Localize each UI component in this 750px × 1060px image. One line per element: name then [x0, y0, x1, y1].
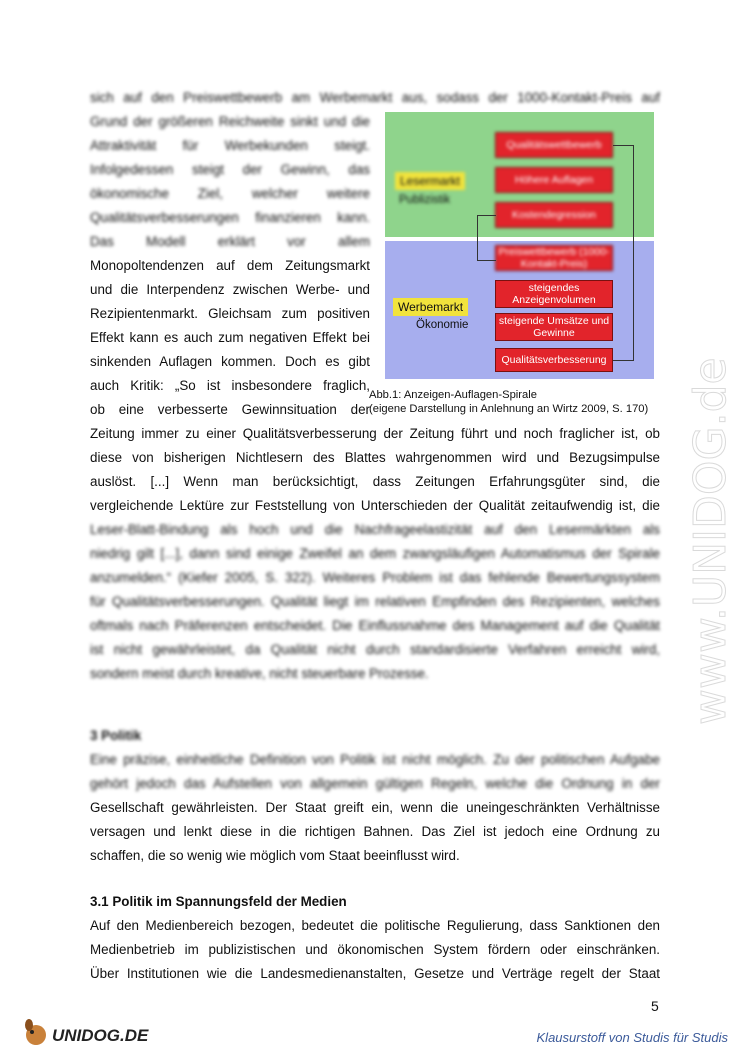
- text-line: Eine präzise, einheitliche Definition von Politik ist nicht möglich. Zu der politischen Aufgabe: [90, 752, 660, 767]
- text-line: gehört jedoch das Aufstellen von allgemein gültigen Regeln, welche die Ordnung in der: [90, 776, 660, 791]
- text-line: auslöst. [...] Wenn man berücksichtigt, dass Zeitungen Erfahrungsgüter sind, die: [90, 474, 660, 489]
- figure-anzeigen-auflagen-spirale: [385, 112, 654, 379]
- text-line: und die Interpendenz zwischen Werbe- und: [90, 282, 370, 297]
- text-line: Monopoltendenzen auf dem Zeitungsmarkt: [90, 258, 370, 273]
- text-line: Gesellschaft gewährleisten. Der Staat greift ein, wenn die uneingeschränkten Verhältnisse: [90, 800, 660, 815]
- text-line: für Qualitätsverbesserungen. Qualität liegt im relativen Empfinden des Rezipienten, welches: [90, 594, 660, 609]
- text-line: anzumelden.“ (Kiefer 2005, S. 322). Weiteres Problem ist das fehlende Bewertungssystem: [90, 570, 660, 585]
- box-umsaetze-gewinne: steigende Umsätze und Gewinne: [495, 313, 613, 341]
- box-preiswettbewerb: Preiswettbewerb (1000-Kontakt-Preis): [495, 245, 613, 271]
- watermark: [680, 280, 740, 730]
- werbemarkt-label: Werbemarkt: [393, 298, 468, 316]
- watermark-text: www.UNIDOG.de: [685, 357, 736, 725]
- text-line: niedrig gilt [...], dann sind einige Zweifel an dem zwangsläufigen Automatismus der Spirale: [90, 546, 660, 561]
- text-line: Rezipientenmarkt. Gleichsam zum positiven: [90, 306, 370, 321]
- text-line: sinkenden Auflagen kommen. Doch es gibt: [90, 354, 370, 369]
- text-line: ob eine verbesserte Gewinnsituation der: [90, 402, 370, 417]
- unidog-logo: [22, 1015, 152, 1050]
- feedback-arrow: [613, 145, 634, 361]
- box-kostendegression: Kostendegression: [495, 202, 613, 228]
- text-line: Leser-Blatt-Bindung als hoch und die Nachfrageelastizität auf den Lesermärkten als: [90, 522, 660, 537]
- box-qualitaetsverbesserung: Qualitätsverbesserung: [495, 348, 613, 372]
- page-number: 5: [651, 998, 659, 1014]
- box-hoehere-auflagen: Höhere Auflagen: [495, 167, 613, 193]
- publizistik-label: Publizistik: [399, 194, 451, 206]
- footer-slogan: Klausurstoff von Studis für Studis: [536, 1030, 728, 1045]
- text-line: Infolgedessen steigt der Gewinn, das: [90, 162, 370, 177]
- text-line: Medienbetrieb im publizistischen und ökonomischen System fördern oder einschränken.: [90, 942, 660, 957]
- text-line: Über Institutionen wie die Landesmedienanstalten, Gesetze und Verträge regelt der Staat: [90, 966, 660, 981]
- text-line: sondern meist durch kreative, nicht steuerbare Prozesse.: [90, 666, 429, 681]
- section-heading-3: 3 Politik: [90, 728, 142, 743]
- text-line: Attraktivität für Werbekunden steigt.: [90, 138, 370, 153]
- oekonomie-label: Ökonomie: [416, 319, 469, 331]
- lesermarkt-label: Lesermarkt: [395, 172, 465, 190]
- text-line: Das Modell erklärt vor allem: [90, 234, 370, 249]
- text-line: schaffen, die so wenig wie möglich vom Staat beeinflusst wird.: [90, 848, 460, 863]
- text-line: ökonomische Ziel, welcher weitere: [90, 186, 370, 201]
- text-line: Effekt kann es auch zum negativen Effekt bei: [90, 330, 370, 345]
- box-qualitaetswettbewerb: Qualitätswettbewerb: [495, 132, 613, 158]
- section-heading-3-1: 3.1 Politik im Spannungsfeld der Medien: [90, 894, 347, 909]
- text-line: Auf den Medienbereich bezogen, bedeutet die politische Regulierung, dass Sanktionen den: [90, 918, 660, 933]
- caption-line-2: (eigene Darstellung in Anlehnung an Wirtz 2009, S. 170): [369, 403, 649, 415]
- text-line: Grund der größeren Reichweite sinkt und die: [90, 114, 370, 129]
- connector-arrow: [477, 215, 496, 261]
- logo-text: UNIDOG.DE: [52, 1026, 149, 1045]
- text-line: auch Kritik: „So ist insbesondere fraglich,: [90, 378, 370, 393]
- text-line: vergleichende Lektüre zur Feststellung von Unterschieden der Qualität zeitaufwendig ist, die: [90, 498, 660, 513]
- text-line: Qualitätsverbesserungen finanzieren kann.: [90, 210, 370, 225]
- text-line: ist nicht gewährleistet, da Qualität nicht durch standardisierte Verfahren erreicht wird,: [90, 642, 660, 657]
- text-line: Zeitung immer zu einer Qualitätsverbesserung der Zeitung führt und noch fraglicher ist, ob: [90, 426, 660, 441]
- figure-caption: [369, 388, 648, 416]
- text-line: sich auf den Preiswettbewerb am Werbemarkt aus, sodass der 1000-Kontakt-Preis auf: [90, 90, 660, 105]
- text-line: versagen und lenkt diese in die richtigen Bahnen. Das Ziel ist jedoch eine Ordnung zu: [90, 824, 660, 839]
- text-line: oftmals nach Präferenzen entscheidet. Die Einflussnahme des Management auf die Qualität: [90, 618, 660, 633]
- caption-line-1: Abb.1: Anzeigen-Auflagen-Spirale: [369, 389, 537, 401]
- box-anzeigenvolumen: steigendes Anzeigenvolumen: [495, 280, 613, 308]
- text-line: diese von bisherigen Nichtlesern des Blattes wahrgenommen wird und Bezugsimpulse: [90, 450, 660, 465]
